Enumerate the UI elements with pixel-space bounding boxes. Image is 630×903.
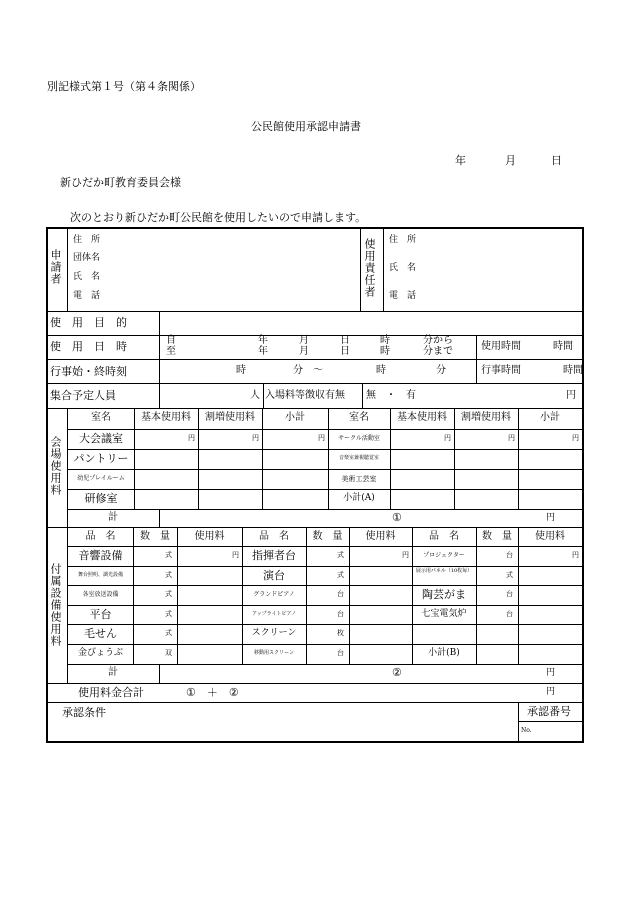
equipment-unit: 式 [506, 571, 513, 579]
venue-room-name: サークル活動室 [338, 435, 380, 442]
admission-label: 入場料等徴収有無 [265, 390, 345, 401]
equipment-item-name: 毛せん [84, 627, 117, 640]
event-times-label: 行事始・終時刻 [50, 365, 127, 378]
equipment-header-cell: 数 量 [140, 531, 170, 542]
equipment-item-name: 七宝電気炉 [421, 609, 467, 619]
equipment-item-name: 音響設備 [78, 549, 123, 562]
addressee: 新ひだか町教育委員会様 [60, 176, 181, 189]
equipment-item-name: スクリーン [251, 628, 297, 638]
equipment-unit: 式 [165, 590, 172, 598]
responsible-name-label: 氏 名 [389, 263, 417, 273]
venue-room-name: 大会議室 [79, 432, 123, 445]
equipment-item-name: 小計(B) [428, 648, 460, 658]
grand-total-yen: 円 [546, 687, 556, 697]
admission-yen: 円 [566, 390, 576, 401]
venue-room-name: パントリー [73, 452, 129, 465]
venue-header-cell: 小計 [540, 412, 560, 423]
venue-header-cell: 室名 [349, 412, 369, 423]
use-hours-label: 使用時間 [481, 341, 521, 352]
date-year-label: 年 [455, 154, 466, 167]
grand-total-formula: ① ＋ ② [186, 686, 239, 699]
equipment-unit: 式 [165, 610, 172, 618]
venue-total-label: 計 [108, 512, 118, 523]
equipment-item-name: 平台 [89, 608, 112, 621]
equipment-unit: 台 [506, 610, 513, 618]
grand-total-label: 使用料金合計 [78, 686, 144, 699]
venue-total-yen: 円 [546, 513, 556, 523]
equipment-unit: 双 [165, 649, 172, 657]
responsible-address-field[interactable] [432, 230, 578, 254]
venue-room-name: 幼児プレイルーム [77, 475, 125, 482]
applicant-phone-label: 電 話 [73, 291, 101, 301]
approval-no-label: No. [521, 727, 532, 734]
to-year-label: 年 [258, 346, 268, 357]
responsible-name-field[interactable] [432, 257, 578, 281]
applicant-label: 申請者 [49, 249, 62, 285]
to-month-label: 月 [299, 346, 309, 357]
equipment-yen-unit: 円 [572, 551, 579, 559]
applicant-group-label: 団体名 [73, 253, 101, 263]
responsible-phone-field[interactable] [432, 284, 578, 308]
venue-header-cell: 割増使用料 [461, 412, 511, 423]
equipment-item-name: 舞台照明、調光設備 [77, 572, 123, 578]
datetime-label: 使 用 日 時 [50, 340, 127, 353]
to-day-label: 日 [340, 346, 350, 357]
equipment-unit: 式 [165, 551, 172, 559]
table-border-right [582, 227, 584, 743]
attendees-field[interactable] [162, 386, 250, 405]
venue-yen-unit: 円 [444, 434, 451, 442]
equipment-unit: 台 [506, 551, 513, 559]
intro-text: 次のとおり新ひだか町公民館を使用したいので申請します。 [70, 211, 367, 224]
venue-yen-unit: 円 [252, 434, 259, 442]
to-label: 至 [166, 346, 176, 357]
admission-choice[interactable]: 無 ・ 有 [366, 390, 416, 401]
event-start-minute-label: 分 ～ [293, 365, 323, 376]
equipment-item-name: プロジェクター [423, 552, 465, 559]
table-border-bottom [46, 741, 584, 743]
equipment-item-name: 陶芸がま [422, 588, 466, 601]
table-border-top [46, 227, 584, 229]
equipment-item-name: 移動用スクリーン [254, 650, 294, 656]
event-start-hour-label: 時 [236, 365, 246, 376]
to-hour-label: 時 [380, 346, 390, 357]
venue-room-name: 音楽室兼視聴覚室 [338, 455, 379, 461]
equipment-header-cell: 数 量 [482, 531, 512, 542]
responsible-phone-label: 電 話 [389, 291, 417, 301]
venue-room-name: 研修室 [84, 492, 118, 505]
purpose-label: 使 用 目 的 [50, 316, 127, 329]
equipment-total-yen: 円 [546, 668, 556, 678]
approval-conditions-label: 承認条件 [62, 706, 106, 719]
equipment-total-mark: ② [392, 666, 402, 679]
venue-header-cell: 基本使用料 [141, 412, 191, 423]
venue-header-cell: 割増使用料 [205, 412, 255, 423]
equipment-unit: 台 [337, 610, 344, 618]
event-end-hour-label: 時 [376, 365, 386, 376]
applicant-name-field[interactable] [118, 268, 356, 286]
date-month-label: 月 [505, 154, 516, 167]
event-hours-label: 行事時間 [481, 365, 521, 376]
person-unit: 人 [250, 390, 260, 401]
event-hours-unit: 時間 [563, 365, 583, 376]
venue-header-cell: 小計 [285, 412, 305, 423]
venue-yen-unit: 円 [318, 434, 325, 442]
equipment-item-name: 演台 [263, 569, 285, 582]
event-hours-field[interactable] [526, 362, 560, 380]
equipment-yen-unit: 円 [232, 551, 239, 559]
equipment-item-name: グランドピアノ [253, 591, 295, 598]
to-minute-label: 分まで [423, 346, 453, 357]
equipment-item-name: 金びょうぶ [77, 648, 123, 658]
equipment-label: 付属設備使用料 [49, 563, 62, 647]
from-hour-label: 時 [380, 335, 390, 346]
equipment-unit: 式 [165, 629, 172, 637]
venue-header-cell: 基本使用料 [397, 412, 447, 423]
venue-total-mark: ① [392, 511, 402, 524]
equipment-unit: 式 [337, 551, 344, 559]
venue-room-name: 美術工芸室 [341, 475, 377, 483]
event-end-minute-label: 分 [436, 365, 446, 376]
responsible-label: 使用責任者 [363, 238, 376, 298]
venue-yen-unit: 円 [572, 434, 579, 442]
equipment-unit: 台 [506, 590, 513, 598]
equipment-yen-unit: 円 [402, 551, 409, 559]
equipment-unit: 台 [337, 590, 344, 598]
table-border-left [46, 227, 48, 743]
equipment-header-cell: 使用料 [535, 531, 565, 542]
applicant-address-field[interactable] [118, 230, 356, 248]
equipment-unit: 式 [165, 571, 172, 579]
equipment-header-cell: 使用料 [194, 531, 225, 542]
use-hours-unit: 時間 [553, 341, 573, 352]
responsible-address-label: 住 所 [389, 235, 417, 245]
use-hours-field[interactable] [526, 338, 552, 356]
applicant-name-label: 氏 名 [73, 272, 101, 282]
venue-yen-unit: 円 [188, 434, 195, 442]
equipment-item-name: 展示用パネル（10枚毎） [415, 568, 473, 574]
applicant-address-label: 住 所 [73, 235, 101, 245]
from-year-label: 年 [258, 335, 268, 346]
from-minute-label: 分から [423, 335, 453, 346]
venue-yen-unit: 円 [508, 434, 515, 442]
equipment-header-cell: 品 名 [259, 531, 289, 542]
purpose-field[interactable] [162, 314, 580, 333]
equipment-unit: 枚 [337, 629, 344, 637]
venue-header-cell: 室名 [91, 412, 111, 423]
equipment-item-name: アップライトピアノ [251, 611, 297, 617]
date-day-label: 日 [551, 154, 562, 167]
equipment-unit: 台 [337, 649, 344, 657]
applicant-group-field[interactable] [118, 249, 356, 267]
equipment-unit: 式 [337, 571, 344, 579]
from-month-label: 月 [299, 335, 309, 346]
equipment-total-label: 計 [108, 667, 118, 678]
applicant-phone-field[interactable] [118, 287, 356, 305]
venue-label: 会場使用料 [49, 436, 62, 496]
page-title: 公民館使用承認申請書 [251, 120, 361, 133]
venue-room-name: 小計(A) [343, 493, 375, 503]
from-label: 自 [166, 335, 176, 346]
form-number: 別記様式第１号（第４条関係） [47, 80, 201, 93]
equipment-header-cell: 数 量 [312, 531, 343, 542]
equipment-header-cell: 品 名 [85, 531, 116, 542]
equipment-item-name: 指揮者台 [252, 549, 296, 562]
equipment-header-cell: 使用料 [365, 531, 396, 542]
equipment-header-cell: 品 名 [429, 531, 459, 542]
from-day-label: 日 [340, 335, 350, 346]
attendees-label: 集合予定人員 [50, 389, 116, 402]
approval-number-label: 承認番号 [527, 705, 571, 718]
equipment-item-name: 各室放送設備 [82, 591, 119, 598]
approval-conditions-field[interactable] [50, 722, 514, 740]
